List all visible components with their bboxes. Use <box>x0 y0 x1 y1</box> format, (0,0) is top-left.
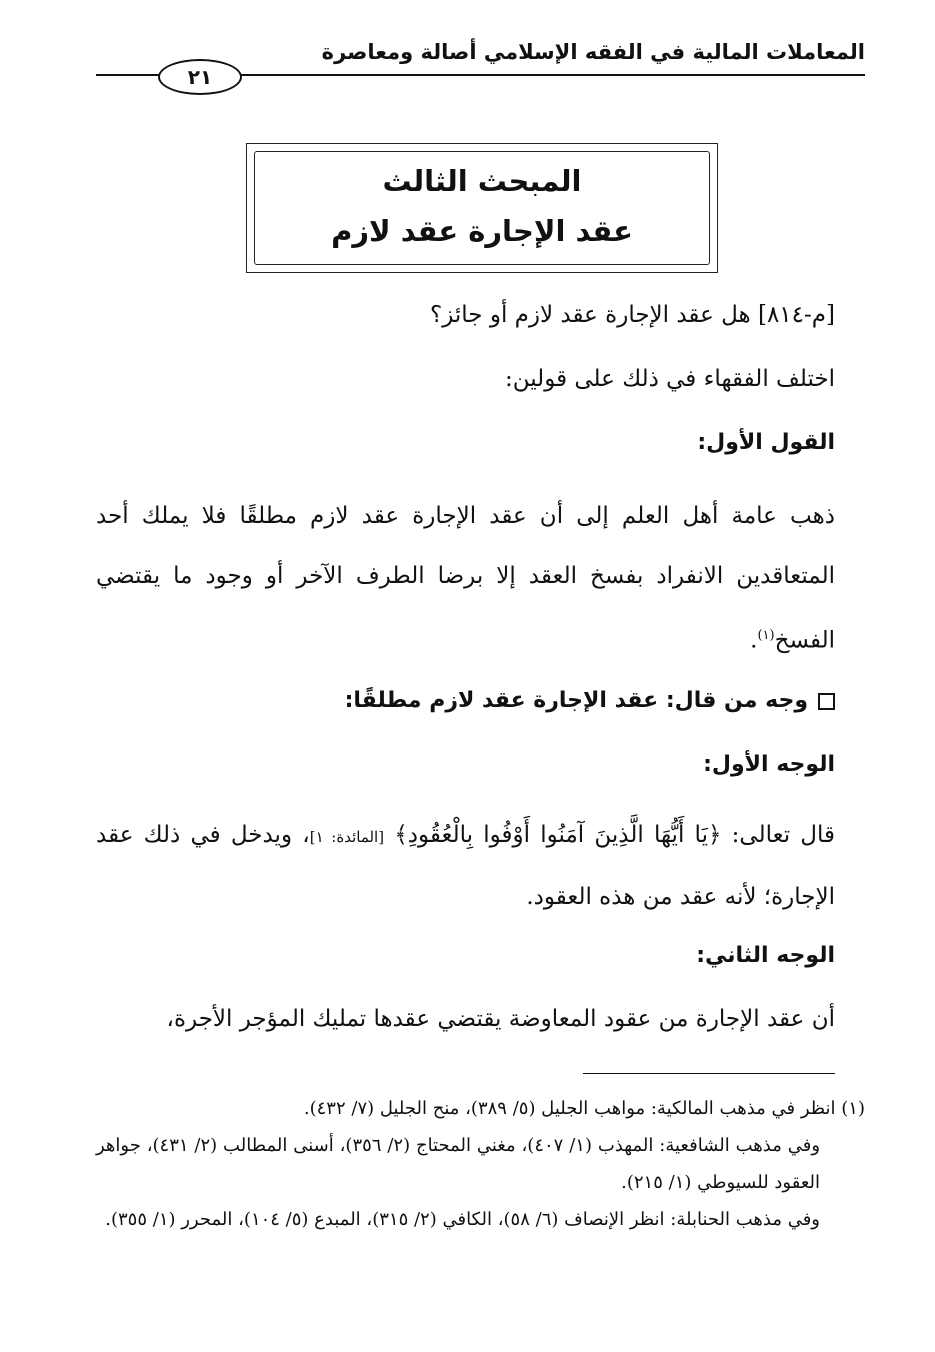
first-saying-paragraph <box>96 486 835 671</box>
second-aspect-heading: الوجه الثاني: <box>696 943 835 968</box>
footnote-1-shafii: وفي مذهب الشافعية: المهذب (١/ ٤٠٧)، مغني المحتاج (٢/ ٣٥٦)، أسنى المطالب (٢/ ٤٣١)، جواهر العقود للسيوطي (١/ ٢١٥). <box>96 1135 821 1193</box>
first-saying-heading: القول الأول: <box>697 430 835 455</box>
verse-citation: [المائدة: ١] <box>309 828 385 846</box>
page-number: ٢١ <box>158 59 242 95</box>
first-saying-text: ذهب عامة أهل العلم إلى أن عقد الإجارة عقد لازم مطلقًا فلا يملك أحد المتعاقدين الانفراد بفسخ العقد إلا برضا الطرف الآخر أو وجود ما يقتضي الفسخ <box>96 503 835 654</box>
quran-verse: ﴿يَا أَيُّهَا الَّذِينَ آمَنُوا أَوْفُوا بِالْعُقُودِ﴾ <box>394 822 722 848</box>
reason-heading <box>96 688 835 713</box>
second-aspect-text: أن عقد الإجارة من عقود المعاوضة يقتضي عقدها تمليك المؤجر الأجرة، <box>166 1006 835 1032</box>
first-aspect-post: ، ويدخل في ذلك عقد الإجارة؛ لأنه عقد من هذه العقود. <box>96 822 835 910</box>
footnote-1-hanbali: وفي مذهب الحنابلة: انظر الإنصاف (٦/ ٥٨)، الكافي (٢/ ٣١٥)، المبدع (٥/ ١٠٤)، المحرر (١/ ٣٥٥). <box>105 1209 820 1230</box>
square-bullet-icon <box>818 693 835 710</box>
footnote-ref-1: (١) <box>757 628 775 643</box>
section-title-frame <box>246 143 718 273</box>
running-header-title: المعاملات المالية في الفقه الإسلامي أصالة ومعاصرة <box>321 40 865 64</box>
first-aspect-paragraph <box>96 805 835 927</box>
first-aspect-heading: الوجه الأول: <box>703 752 835 777</box>
footnote-separator <box>583 1073 835 1074</box>
first-aspect-pre: قال تعالى: <box>721 822 836 848</box>
section-subtitle: عقد الإجارة عقد لازم <box>331 214 633 248</box>
first-saying-end: . <box>750 627 758 654</box>
question-line: [م-٨١٤] هل عقد الإجارة عقد لازم أو جائز؟ <box>430 302 835 328</box>
footnotes <box>96 1090 865 1238</box>
footnote-1-maliki: (١) انظر في مذهب المالكية: مواهب الجليل (٥/ ٣٨٩)، منح الجليل (٧/ ٤٣٢). <box>303 1098 865 1119</box>
intro-line: اختلف الفقهاء في ذلك على قولين: <box>504 366 835 392</box>
reason-heading-text: وجه من قال: عقد الإجارة عقد لازم مطلقًا: <box>344 688 808 713</box>
section-title: المبحث الثالث <box>382 164 582 198</box>
